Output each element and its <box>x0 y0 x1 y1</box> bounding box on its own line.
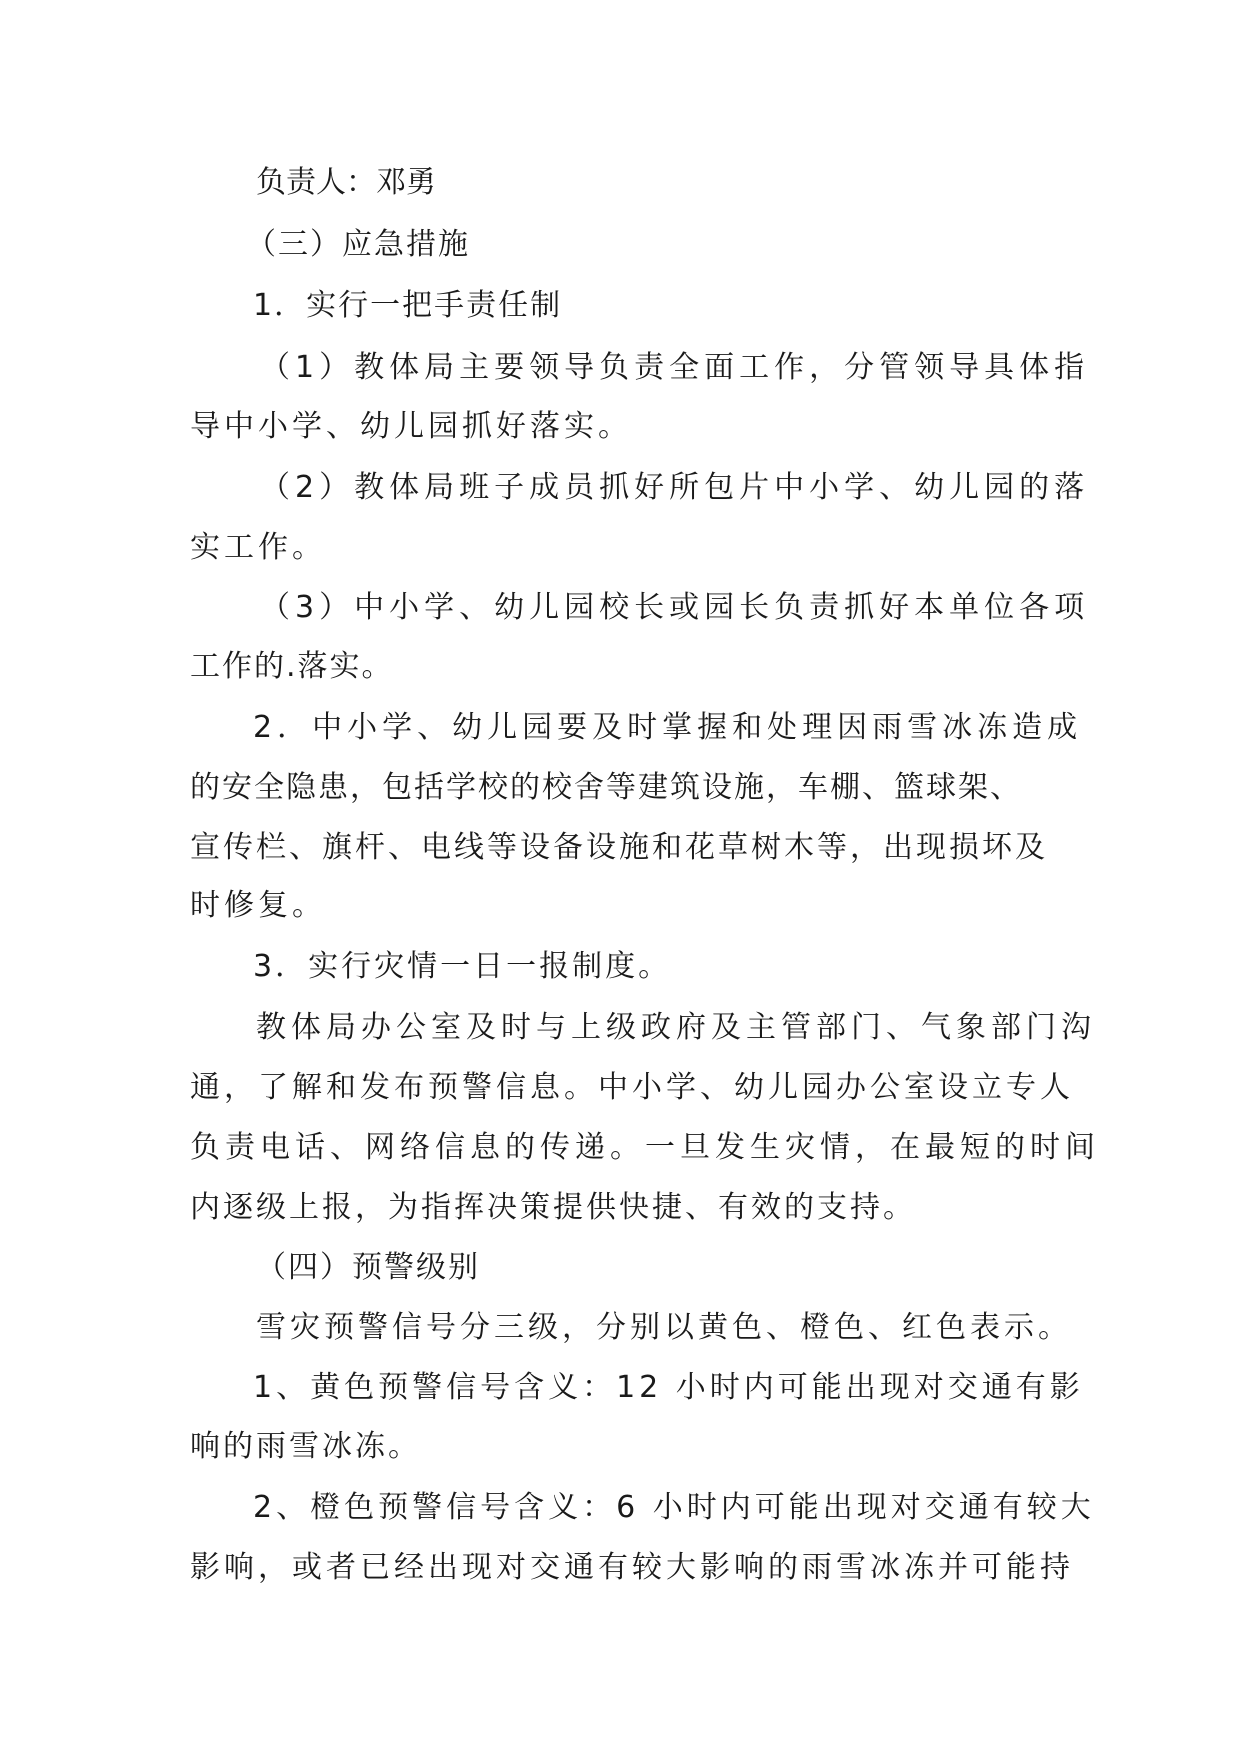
paragraph-line: 教体局办公室及时与上级政府及主管部门、气象部门沟 <box>256 1010 1096 1045</box>
paragraph-line: 工作的.落实。 <box>190 649 394 684</box>
paragraph-line: 2、橙色预警信号含义：6 小时内可能出现对交通有较大 <box>253 1490 1095 1525</box>
paragraph-line: 2．中小学、幼儿园要及时掌握和处理因雨雪冰冻造成 <box>253 710 1083 745</box>
paragraph-line: 响的雨雪冰冻。 <box>190 1429 421 1464</box>
paragraph-line: 负责人：邓勇 <box>256 165 436 200</box>
paragraph-line: 导中小学、幼儿园抓好落实。 <box>190 409 632 444</box>
paragraph-line: 雪灾预警信号分三级，分别以黄色、橙色、红色表示。 <box>256 1310 1072 1345</box>
paragraph-line: 的安全隐患，包括学校的校舍等建筑设施，车棚、篮球架、 <box>190 770 1022 805</box>
paragraph-line: 内逐级上报，为指挥决策提供快捷、有效的支持。 <box>190 1190 916 1225</box>
paragraph-line: （3）中小学、幼儿园校长或园长负责抓好本单位各项 <box>260 590 1090 625</box>
paragraph-line: 1、黄色预警信号含义：12 小时内可能出现对交通有影 <box>253 1370 1084 1405</box>
paragraph-line: （1）教体局主要领导负责全面工作，分管领导具体指 <box>260 350 1090 385</box>
paragraph-line: 影响，或者已经出现对交通有较大影响的雨雪冰冻并可能持 <box>190 1550 1074 1585</box>
subsection-heading: 1．实行一把手责任制 <box>253 288 563 323</box>
section-heading: （三）应急措施 <box>246 227 470 262</box>
paragraph-line: 负责电话、网络信息的传递。一旦发生灾情，在最短的时间 <box>190 1130 1100 1165</box>
paragraph-line: 实工作。 <box>190 530 326 565</box>
section-heading: （四）预警级别 <box>256 1250 480 1285</box>
subsection-heading: 3．实行灾情一日一报制度。 <box>253 949 672 984</box>
paragraph-line: 宣传栏、旗杆、电线等设备设施和花草树木等，出现损坏及 <box>190 830 1048 865</box>
paragraph-line: 通，了解和发布预警信息。中小学、幼儿园办公室设立专人 <box>190 1070 1074 1105</box>
paragraph-line: 时修复。 <box>190 888 326 923</box>
paragraph-line: （2）教体局班子成员抓好所包片中小学、幼儿园的落 <box>260 470 1090 505</box>
